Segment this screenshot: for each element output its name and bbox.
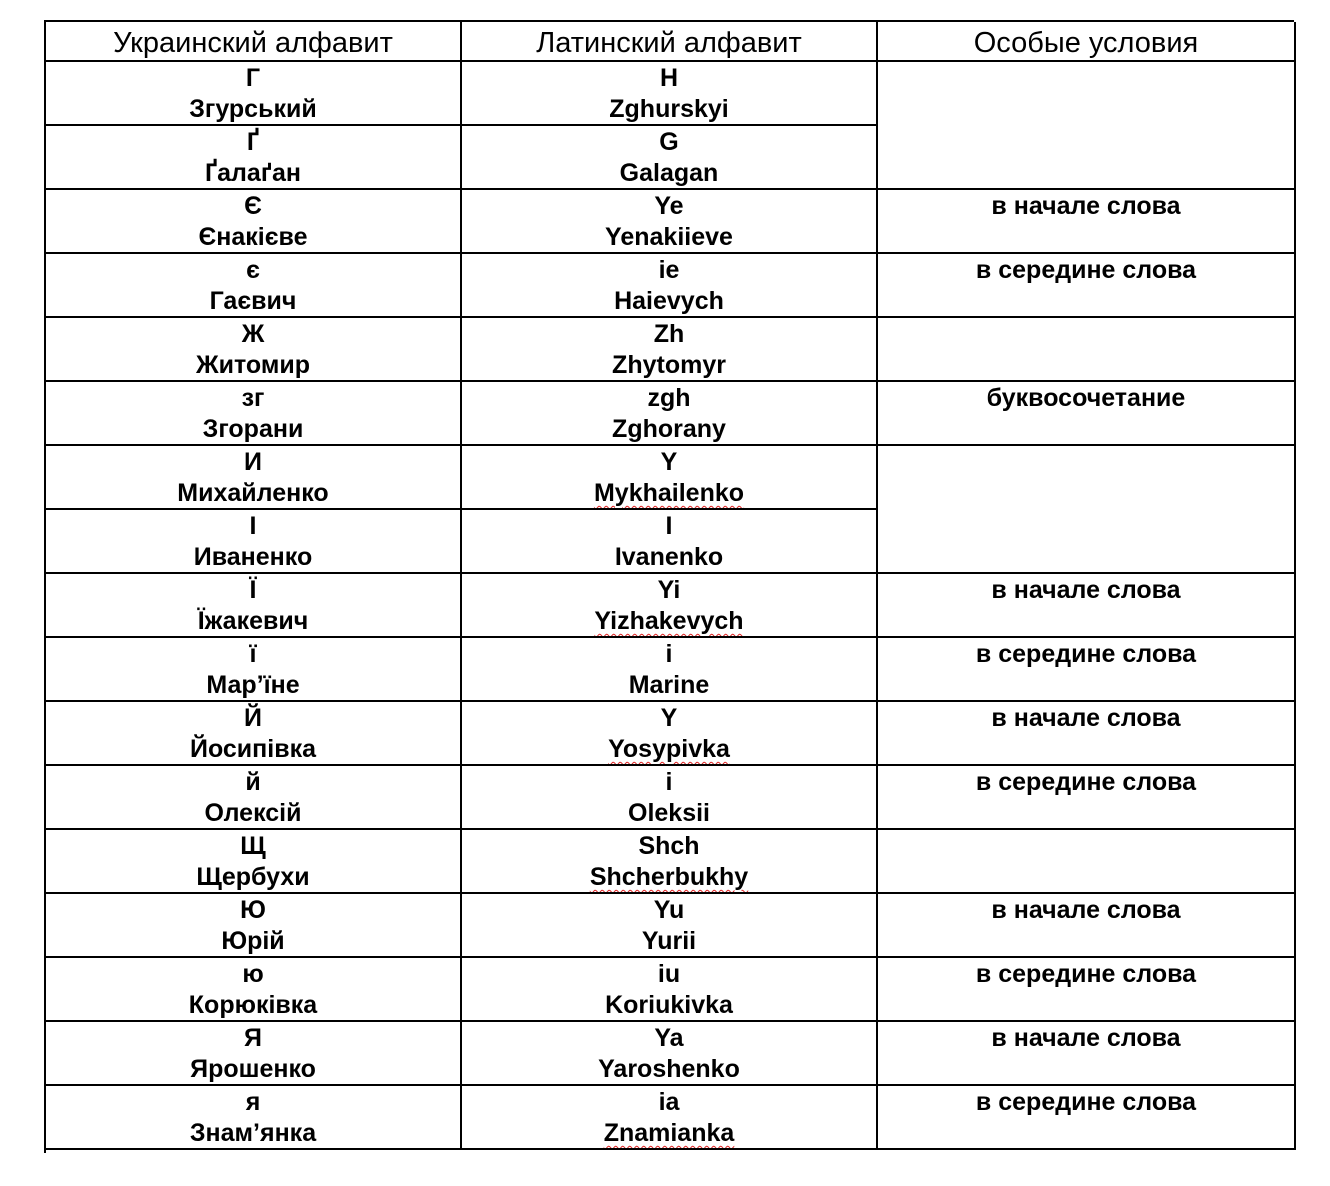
- latin-example: Koriukivka: [605, 991, 733, 1019]
- ukrainian-letter: Я: [244, 1024, 262, 1052]
- latin-letter: G: [659, 128, 679, 156]
- condition-cell: в середине слова: [878, 958, 1296, 1022]
- latin-cell: [462, 638, 878, 702]
- latin-cell: [462, 1086, 878, 1150]
- condition-cell: в начале слова: [878, 894, 1296, 958]
- latin-cell: [462, 510, 878, 574]
- header-ukrainian-alphabet: Украинский алфавит: [46, 22, 462, 62]
- latin-letter: ie: [658, 256, 680, 284]
- condition-cell: в начале слова: [878, 574, 1296, 638]
- latin-example: Haievych: [614, 287, 724, 315]
- ukrainian-cell: [46, 958, 462, 1022]
- latin-example: [462, 606, 876, 637]
- ukrainian-letter: Ж: [241, 320, 265, 348]
- latin-cell: [462, 574, 878, 638]
- ukrainian-example: Мар’їне: [206, 671, 300, 699]
- latin-cell: [462, 382, 878, 446]
- latin-letter: I: [665, 512, 673, 540]
- ukrainian-example: Єнакієве: [198, 223, 308, 251]
- ukrainian-example: Михайленко: [177, 479, 329, 507]
- latin-letter: Ye: [654, 192, 684, 220]
- condition-cell: [878, 446, 1296, 574]
- ukrainian-letter: є: [246, 256, 260, 284]
- ukrainian-cell: [46, 190, 462, 254]
- ukrainian-example: Йосипівка: [189, 735, 316, 763]
- latin-example: Oleksii: [628, 799, 710, 827]
- latin-letter: ia: [658, 1088, 680, 1116]
- ukrainian-letter: Є: [244, 192, 262, 220]
- latin-cell: [462, 254, 878, 318]
- latin-example: Zghurskyi: [609, 95, 729, 123]
- latin-cell: [462, 958, 878, 1022]
- latin-example: Yurii: [641, 927, 697, 955]
- latin-letter: i: [665, 768, 673, 796]
- ukrainian-letter: Ю: [240, 896, 266, 924]
- condition-cell: [878, 830, 1296, 894]
- latin-example: Yaroshenko: [598, 1055, 740, 1083]
- latin-letter: Shch: [638, 832, 700, 860]
- latin-cell: [462, 830, 878, 894]
- latin-example: Marine: [628, 671, 710, 699]
- ukrainian-cell: [46, 510, 462, 574]
- ukrainian-cell: [46, 894, 462, 958]
- condition-cell: в середине слова: [878, 766, 1296, 830]
- ukrainian-cell: [46, 318, 462, 382]
- latin-example: Zghorany: [612, 415, 726, 443]
- ukrainian-cell: [46, 638, 462, 702]
- ukrainian-cell: [46, 574, 462, 638]
- latin-letter: i: [665, 640, 673, 668]
- latin-letter: iu: [657, 960, 681, 988]
- latin-example: Yenakiieve: [605, 223, 733, 251]
- condition-cell: в начале слова: [878, 190, 1296, 254]
- ukrainian-cell: [46, 382, 462, 446]
- ukrainian-letter: Ґ: [246, 128, 260, 156]
- condition-cell: буквосочетание: [878, 382, 1296, 446]
- condition-cell: в начале слова: [878, 1022, 1296, 1086]
- ukrainian-letter: ю: [242, 960, 264, 988]
- condition-cell: в середине слова: [878, 638, 1296, 702]
- ukrainian-letter: І: [249, 512, 257, 540]
- latin-example: Galagan: [619, 159, 719, 187]
- latin-example: [462, 862, 876, 893]
- ukrainian-letter: Щ: [240, 832, 266, 860]
- latin-letter: H: [659, 64, 679, 92]
- latin-cell: [462, 1022, 878, 1086]
- ukrainian-example: Олексій: [204, 799, 302, 827]
- latin-cell: [462, 62, 878, 126]
- latin-letter: zgh: [647, 384, 691, 412]
- latin-letter: Ya: [654, 1024, 684, 1052]
- ukrainian-example: Корюківка: [188, 991, 318, 1019]
- latin-cell: [462, 446, 878, 510]
- latin-example: [462, 478, 876, 509]
- ukrainian-example: Ґалаґан: [204, 159, 302, 187]
- latin-example: Zhytomyr: [612, 351, 726, 379]
- latin-letter: Y: [660, 704, 678, 732]
- ukrainian-cell: [46, 446, 462, 510]
- ukrainian-letter: ї: [249, 640, 257, 668]
- latin-letter: Zh: [653, 320, 685, 348]
- condition-cell: [878, 62, 1296, 190]
- ukrainian-letter: зг: [241, 384, 265, 412]
- ukrainian-letter: Ї: [249, 576, 257, 604]
- latin-cell: [462, 190, 878, 254]
- ukrainian-cell: [46, 1022, 462, 1086]
- condition-cell: в начале слова: [878, 702, 1296, 766]
- latin-letter: Y: [660, 448, 678, 476]
- condition-cell: [878, 318, 1296, 382]
- ukrainian-example: Їжакевич: [197, 607, 309, 635]
- transliteration-table: [44, 20, 1294, 1153]
- latin-cell: [462, 894, 878, 958]
- ukrainian-letter: й: [245, 768, 261, 796]
- ukrainian-cell: [46, 126, 462, 190]
- ukrainian-example: Згорани: [202, 415, 304, 443]
- ukrainian-example: Ярошенко: [190, 1055, 316, 1083]
- ukrainian-example: Знам’янка: [189, 1119, 317, 1147]
- ukrainian-example: Юрій: [221, 927, 285, 955]
- ukrainian-cell: [46, 62, 462, 126]
- spellcheck-underline: Shcherbukhy: [589, 863, 749, 891]
- ukrainian-letter: я: [245, 1088, 261, 1116]
- ukrainian-letter: Г: [245, 64, 261, 92]
- ukrainian-example: Иваненко: [193, 543, 313, 571]
- latin-cell: [462, 702, 878, 766]
- latin-cell: [462, 126, 878, 190]
- ukrainian-letter: И: [244, 448, 262, 476]
- spellcheck-underline: Mykhailenko: [593, 479, 745, 507]
- ukrainian-letter: Й: [244, 704, 262, 732]
- ukrainian-cell: [46, 1086, 462, 1150]
- ukrainian-cell: [46, 254, 462, 318]
- latin-example: [462, 734, 876, 765]
- latin-cell: [462, 766, 878, 830]
- ukrainian-example: Житомир: [196, 351, 310, 379]
- latin-letter: Yu: [653, 896, 685, 924]
- latin-example: [462, 1118, 876, 1149]
- spellcheck-underline: Yosypivka: [608, 735, 730, 763]
- header-special-conditions: Особые условия: [878, 22, 1296, 62]
- ukrainian-cell: [46, 830, 462, 894]
- latin-letter: Yi: [657, 576, 681, 604]
- latin-example: Ivanenko: [614, 543, 724, 571]
- latin-cell: [462, 318, 878, 382]
- ukrainian-example: Згурський: [189, 95, 317, 123]
- spellcheck-underline: Znamianka: [603, 1119, 735, 1147]
- condition-cell: в середине слова: [878, 1086, 1296, 1150]
- spellcheck-underline: Yizhakevych: [594, 607, 744, 635]
- ukrainian-cell: [46, 766, 462, 830]
- header-latin-alphabet: Латинский алфавит: [462, 22, 878, 62]
- ukrainian-cell: [46, 702, 462, 766]
- condition-cell: в середине слова: [878, 254, 1296, 318]
- ukrainian-example: Щербухи: [196, 863, 310, 891]
- ukrainian-example: Гаєвич: [209, 287, 297, 315]
